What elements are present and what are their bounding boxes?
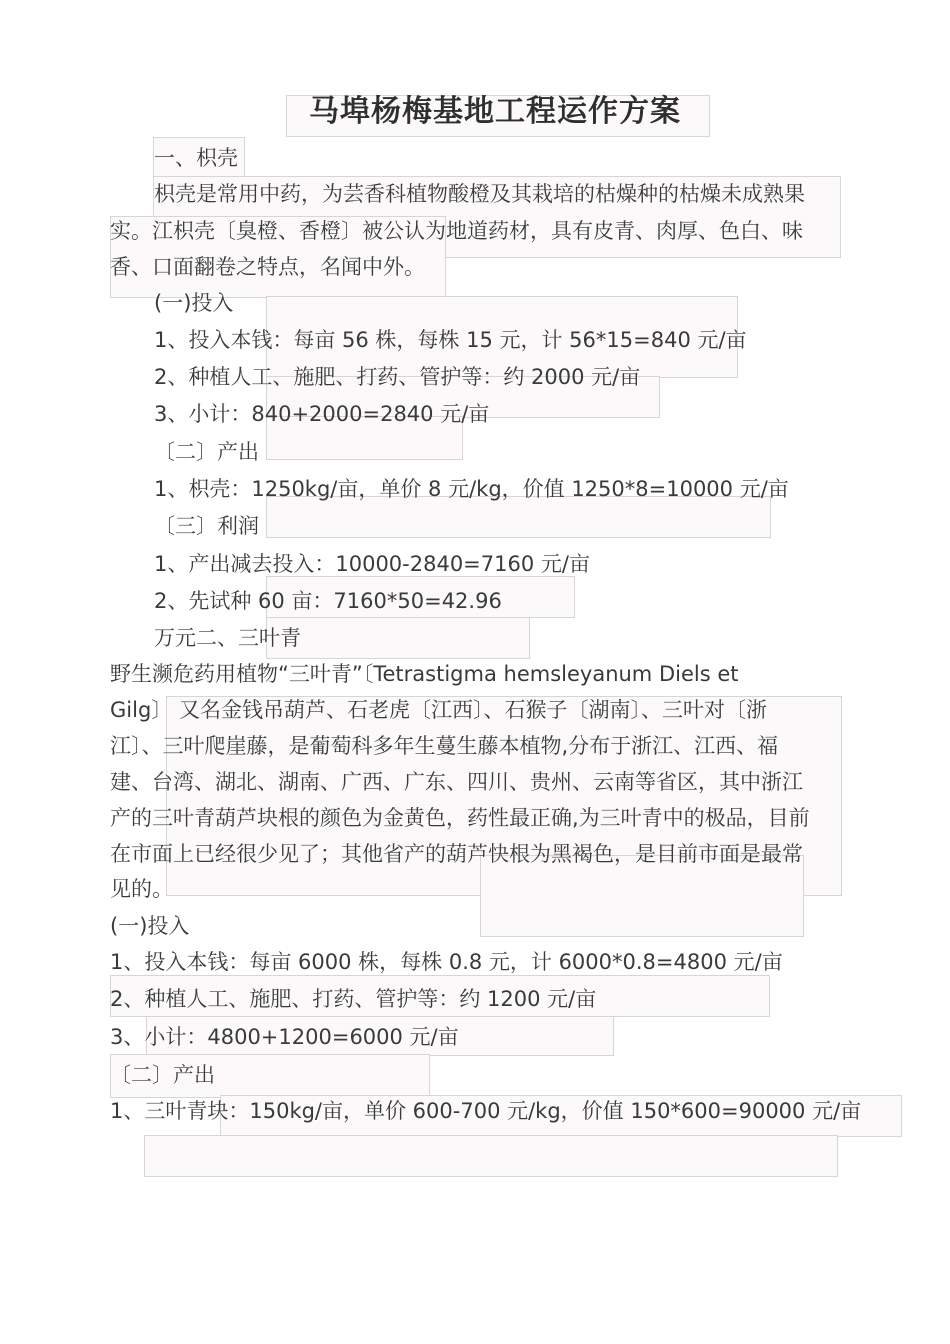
paragraph-line: Gilg〕 又名金钱吊葫芦、石老虎〔江西〕、石猴子〔湖南〕、三叶对〔浙 xyxy=(110,698,767,722)
list-item: 1、枳壳：1250kg/亩，单价 8 元/kg，价值 1250*8=10000 元/亩 xyxy=(154,477,789,501)
subheading-investment: (一)投入 xyxy=(154,291,234,315)
subheading-output: 〔二〕产出 xyxy=(110,1063,215,1087)
list-item: 2、种植人工、施肥、打药、管护等：约 2000 元/亩 xyxy=(154,365,641,389)
paragraph-line: 见的。 xyxy=(110,877,173,901)
list-item: 2、先试种 60 亩：7160*50=42.96 xyxy=(154,589,502,613)
text-region-box xyxy=(144,1135,838,1177)
paragraph-line: 实。江枳壳〔臭橙、香橙〕被公认为地道药材，具有皮青、肉厚、色白、味 xyxy=(110,219,803,243)
list-item: 3、小计：4800+1200=6000 元/亩 xyxy=(110,1025,459,1049)
list-item: 1、三叶青块：150kg/亩，单价 600-700 元/kg，价值 150*600=90000 元/亩 xyxy=(110,1099,862,1123)
text-region-box xyxy=(266,617,530,659)
paragraph-line: 枳壳是常用中药，为芸香科植物酸橙及其栽培的枯燥种的枯燥未成熟果 xyxy=(154,182,805,206)
subheading-investment: (一)投入 xyxy=(110,914,190,938)
list-item: 1、投入本钱：每亩 6000 株，每株 0.8 元，计 6000*0.8=4800 元/亩 xyxy=(110,950,783,974)
document-title: 马埠杨梅基地工程运作方案 xyxy=(309,94,681,129)
section-heading-zhike: 一、枳壳 xyxy=(154,146,238,170)
subheading-profit: 〔三〕利润 xyxy=(154,514,259,538)
list-item: 万元二、三叶青 xyxy=(154,626,301,650)
list-item: 2、种植人工、施肥、打药、管护等：约 1200 元/亩 xyxy=(110,987,597,1011)
subheading-output: 〔二〕产出 xyxy=(154,440,259,464)
paragraph-line: 产的三叶青葫芦块根的颜色为金黄色，药性最正确,为三叶青中的极品，目前 xyxy=(110,806,810,830)
paragraph-line: 建、台湾、湖北、湖南、广西、广东、四川、贵州、云南等省区，其中浙江 xyxy=(110,770,803,794)
paragraph-line: 在市面上已经很少见了；其他省产的葫芦快根为黑褐色，是目前市面是最常 xyxy=(110,842,803,866)
paragraph-line: 江〕、三叶爬崖藤，是葡萄科多年生蔓生藤本植物,分布于浙江、江西、福 xyxy=(110,734,779,758)
list-item: 3、小计：840+2000=2840 元/亩 xyxy=(154,402,490,426)
paragraph-line: 野生濒危药用植物“三叶青”〔Tetrastigma hemsleyanum Diels et xyxy=(110,662,739,686)
list-item: 1、产出减去投入：10000-2840=7160 元/亩 xyxy=(154,552,590,576)
list-item: 1、投入本钱：每亩 56 株，每株 15 元，计 56*15=840 元/亩 xyxy=(154,328,747,352)
paragraph-line: 香、口面翻卷之特点，名闻中外。 xyxy=(110,255,425,279)
